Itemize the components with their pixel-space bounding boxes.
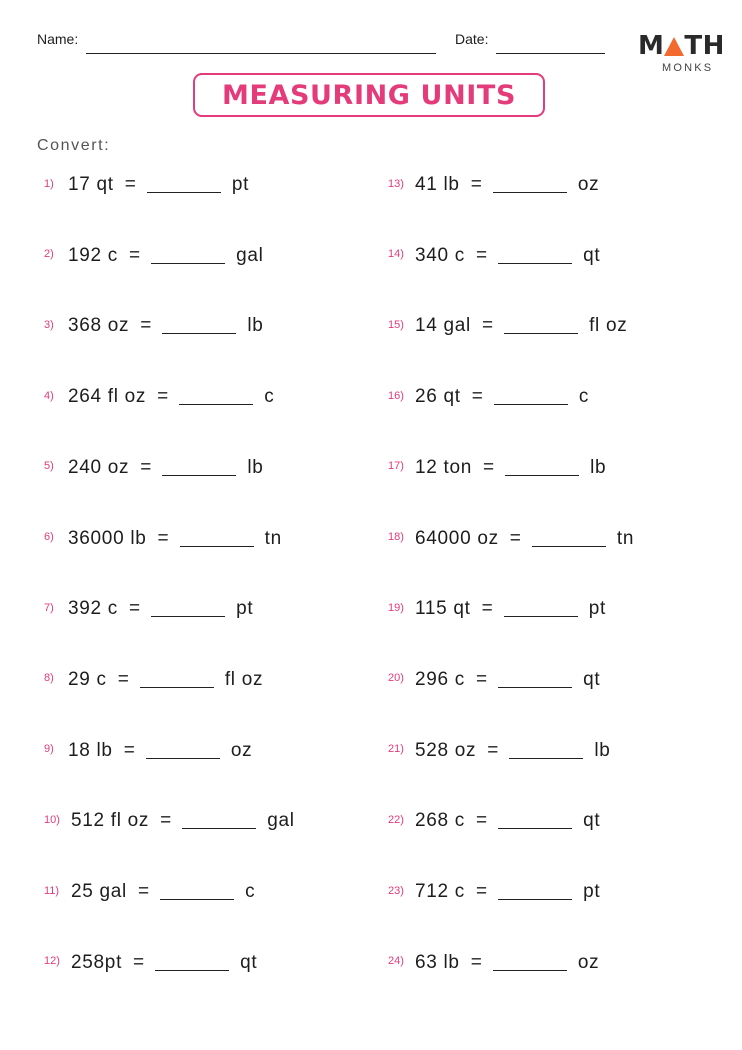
equals-sign: = [157, 527, 169, 549]
answer-blank[interactable] [140, 686, 214, 688]
answer-blank[interactable] [532, 545, 606, 547]
answer-blank[interactable] [504, 615, 578, 617]
equals-sign: = [481, 598, 493, 620]
problem-number: 8) [44, 672, 54, 685]
target-unit: qt [240, 951, 258, 973]
equals-sign: = [137, 881, 150, 902]
problem-quantity: 26 qt [415, 386, 461, 408]
answer-blank[interactable] [155, 969, 229, 971]
problem-item [388, 173, 599, 197]
problem-number: 16) [388, 389, 404, 402]
name-field[interactable] [86, 53, 436, 54]
problem-quantity: 17 qt [68, 174, 114, 195]
answer-blank[interactable] [179, 403, 253, 405]
target-unit: pt [583, 881, 601, 902]
target-unit: qt [583, 244, 601, 266]
problem-quantity: 18 lb [68, 739, 113, 761]
problem-item [44, 456, 264, 480]
logo-text-th: TH [684, 31, 725, 61]
instruction-text: Convert: [37, 137, 111, 154]
problem-item [388, 527, 634, 551]
equals-sign: = [471, 386, 483, 408]
problem-quantity: 528 oz [415, 739, 477, 761]
problem-number: 5) [44, 460, 54, 473]
problem-item [388, 951, 599, 975]
target-unit: pt [231, 174, 250, 195]
equals-sign: = [160, 810, 172, 832]
answer-blank[interactable] [162, 474, 236, 476]
title-box [193, 73, 545, 117]
problem-item [388, 456, 606, 480]
answer-blank[interactable] [180, 545, 254, 547]
problem-item [388, 739, 611, 763]
target-unit: lb [247, 456, 264, 478]
problem-item [44, 244, 264, 268]
equals-sign: = [157, 386, 169, 408]
answer-blank[interactable] [493, 191, 567, 193]
answer-blank[interactable] [162, 332, 236, 334]
problem-number: 4) [44, 389, 54, 402]
answer-blank[interactable] [151, 262, 225, 264]
problem-quantity: 25 gal [71, 881, 127, 902]
problem-item [44, 385, 274, 409]
target-unit: lb [594, 739, 611, 761]
equals-sign: = [128, 598, 141, 620]
problem-number: 21) [388, 743, 404, 756]
problem-quantity: 14 gal [415, 315, 471, 337]
answer-blank[interactable] [504, 332, 578, 334]
problem-item [388, 314, 627, 338]
problem-item [388, 244, 600, 268]
target-unit: tn [264, 527, 282, 549]
target-unit: fl oz [589, 315, 628, 337]
target-unit: oz [577, 174, 600, 195]
math-monks-logo [638, 31, 725, 74]
problem-number: 14) [388, 248, 404, 261]
problem-quantity: 392 c [68, 598, 118, 620]
target-unit: gal [267, 810, 295, 832]
problem-number: 19) [388, 601, 404, 614]
problem-item [44, 527, 282, 551]
equals-sign: = [487, 739, 499, 761]
problem-quantity: 712 c [415, 881, 465, 902]
logo-subtext: MONKS [662, 62, 714, 74]
equals-sign: = [128, 244, 141, 266]
problem-number: 13) [388, 177, 404, 190]
problem-number: 12) [44, 955, 60, 968]
problem-quantity: 264 fl oz [68, 386, 147, 408]
problem-number: 2) [44, 248, 54, 261]
answer-blank[interactable] [493, 969, 567, 971]
problem-quantity: 296 c [415, 668, 465, 690]
answer-blank[interactable] [509, 757, 583, 759]
problem-quantity: 258pt [71, 951, 123, 973]
problem-item [44, 739, 252, 763]
answer-blank[interactable] [151, 615, 225, 617]
answer-blank[interactable] [494, 403, 568, 405]
equals-sign: = [470, 951, 482, 973]
equals-sign: = [475, 810, 488, 832]
equals-sign: = [140, 456, 152, 478]
target-unit: lb [590, 456, 607, 478]
problem-quantity: 240 oz [68, 456, 130, 478]
problem-number: 1) [44, 177, 54, 190]
equals-sign: = [475, 668, 488, 690]
problem-quantity: 64000 oz [415, 527, 499, 549]
problem-number: 3) [44, 318, 54, 331]
problem-item [44, 880, 255, 904]
problem-quantity: 340 c [415, 244, 465, 266]
problem-item [44, 314, 264, 338]
equals-sign: = [481, 315, 494, 337]
name-label: Name: [37, 31, 79, 47]
problem-number: 17) [388, 460, 404, 473]
equals-sign: = [509, 527, 521, 549]
equals-sign: = [117, 668, 129, 690]
page-title: MEASURING UNITS [221, 79, 516, 111]
target-unit: qt [583, 810, 601, 832]
problem-number: 10) [44, 813, 60, 826]
target-unit: fl oz [224, 668, 264, 690]
target-unit: pt [588, 598, 606, 620]
problem-quantity: 41 lb [415, 174, 460, 195]
logo-text-m: M [638, 31, 665, 61]
problem-number: 6) [44, 531, 54, 543]
answer-blank[interactable] [498, 262, 572, 264]
target-unit: gal [236, 244, 264, 266]
problem-item [44, 668, 263, 692]
target-unit: pt [236, 598, 254, 620]
target-unit: c [578, 386, 590, 408]
problem-item [388, 880, 600, 904]
equals-sign: = [133, 951, 145, 973]
problem-item [388, 668, 600, 692]
answer-blank[interactable] [160, 898, 234, 900]
equals-sign: = [483, 456, 495, 478]
problem-number: 9) [44, 743, 54, 756]
equals-sign: = [124, 174, 136, 195]
target-unit: c [264, 386, 275, 408]
problem-item [388, 597, 606, 621]
date-label: Date: [455, 31, 489, 47]
target-unit: c [245, 881, 256, 902]
problem-item [44, 173, 249, 197]
date-field[interactable] [496, 53, 605, 54]
problem-quantity: 115 qt [415, 598, 471, 620]
answer-blank[interactable] [498, 686, 572, 688]
problem-quantity: 29 c [68, 668, 107, 690]
problem-number: 22) [388, 813, 404, 826]
answer-blank[interactable] [498, 898, 572, 900]
problem-item [388, 809, 600, 833]
triangle-icon [664, 37, 684, 56]
problem-number: 20) [388, 672, 404, 685]
equals-sign: = [475, 881, 488, 902]
target-unit: oz [577, 951, 600, 973]
problem-quantity: 368 oz [68, 315, 130, 337]
problem-quantity: 268 c [415, 810, 465, 832]
problem-item [44, 809, 295, 833]
target-unit: oz [230, 739, 253, 761]
problem-number: 15) [388, 318, 404, 331]
problem-item [44, 597, 253, 621]
answer-blank[interactable] [182, 827, 256, 829]
problem-number: 23) [388, 884, 404, 897]
problem-number: 18) [388, 531, 404, 543]
problem-number: 24) [388, 955, 404, 968]
equals-sign: = [140, 315, 152, 337]
target-unit: lb [247, 315, 264, 337]
answer-blank[interactable] [147, 191, 221, 193]
equals-sign: = [123, 739, 135, 761]
answer-blank[interactable] [505, 474, 579, 476]
target-unit: tn [616, 527, 635, 549]
problem-number: 7) [44, 601, 54, 614]
target-unit: qt [583, 668, 601, 690]
problem-item [388, 385, 589, 409]
problem-quantity: 63 lb [415, 951, 460, 973]
problem-quantity: 36000 lb [68, 527, 147, 549]
problem-number: 11) [44, 884, 60, 897]
problem-quantity: 192 c [68, 244, 118, 266]
problem-item [44, 951, 257, 975]
problem-quantity: 12 ton [415, 456, 473, 478]
equals-sign: = [470, 174, 482, 195]
equals-sign: = [475, 244, 488, 266]
answer-blank[interactable] [498, 827, 572, 829]
answer-blank[interactable] [146, 757, 220, 759]
problem-quantity: 512 fl oz [71, 810, 150, 832]
